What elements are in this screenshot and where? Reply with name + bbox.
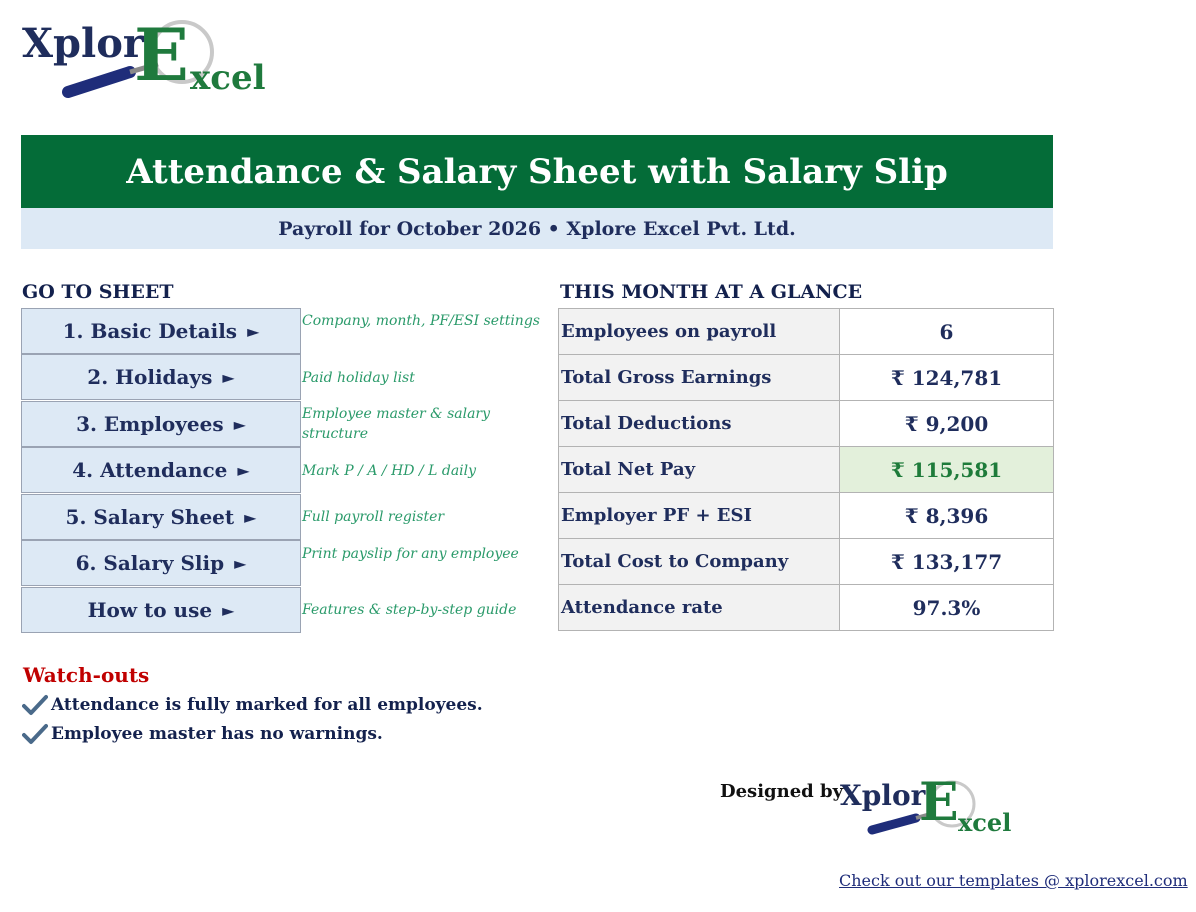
go-to-sheet-heading: GO TO SHEET bbox=[22, 281, 174, 303]
watchout-text: Attendance is fully marked for all employees. bbox=[51, 695, 483, 715]
nav-row bbox=[21, 401, 301, 447]
nav-button-label: 6. Salary Slip bbox=[75, 551, 225, 575]
glance-value: ₹ 133,177 bbox=[840, 539, 1054, 585]
glance-heading: THIS MONTH AT A GLANCE bbox=[560, 281, 863, 303]
arrow-right-icon: ► bbox=[222, 600, 235, 620]
footer-logo bbox=[840, 772, 1015, 838]
nav-button-label: 2. Holidays bbox=[87, 365, 213, 389]
templates-link[interactable]: Check out our templates @ xplorexcel.com bbox=[839, 871, 1188, 890]
nav-row bbox=[21, 587, 301, 633]
glance-table bbox=[558, 308, 1054, 631]
logo-xcel-text: xcel bbox=[190, 58, 266, 98]
nav-salary-sheet-button[interactable] bbox=[21, 494, 301, 540]
arrow-right-icon: ► bbox=[233, 414, 246, 434]
nav-button-label: How to use bbox=[87, 598, 213, 622]
watchout-text: Employee master has no warnings. bbox=[51, 724, 383, 744]
nav-how-to-use-button[interactable] bbox=[21, 587, 301, 633]
arrow-right-icon: ► bbox=[234, 553, 247, 573]
nav-basic-details-button[interactable] bbox=[21, 308, 301, 354]
glance-value: ₹ 8,396 bbox=[840, 493, 1054, 539]
nav-attendance-button[interactable] bbox=[21, 447, 301, 493]
logo-xcel-text: xcel bbox=[958, 808, 1012, 837]
nav-button-label: 1. Basic Details bbox=[62, 319, 238, 343]
nav-row bbox=[21, 540, 301, 586]
checkmark-icon bbox=[22, 694, 48, 716]
nav-button-label: 4. Attendance bbox=[72, 458, 228, 482]
xplorexcel-logo bbox=[22, 12, 267, 100]
nav-row bbox=[21, 447, 301, 493]
arrow-right-icon: ► bbox=[247, 321, 260, 341]
logo-xplor-text: Xplor bbox=[840, 779, 926, 812]
arrow-right-icon: ► bbox=[222, 367, 235, 387]
logo-e-letter: E bbox=[134, 12, 189, 97]
table-row bbox=[559, 309, 1054, 355]
nav-description: Print payslip for any employee bbox=[302, 546, 519, 562]
logo-xplor-text: Xplor bbox=[22, 20, 144, 67]
nav-description: Employee master & salary structure bbox=[302, 406, 491, 442]
glance-label: Total Gross Earnings bbox=[559, 355, 840, 401]
watchouts-title: Watch-outs bbox=[23, 663, 150, 687]
net-pay-value: ₹ 115,581 bbox=[840, 447, 1054, 493]
nav-button-label: 5. Salary Sheet bbox=[65, 505, 235, 529]
arrow-right-icon: ► bbox=[244, 507, 257, 527]
nav-description: Features & step-by-step guide bbox=[302, 602, 517, 618]
table-row bbox=[559, 493, 1054, 539]
table-row bbox=[559, 585, 1054, 631]
nav-row bbox=[21, 308, 301, 354]
designed-by-label: Designed by bbox=[720, 781, 844, 802]
nav-description: Paid holiday list bbox=[302, 370, 415, 386]
glance-value: 97.3% bbox=[840, 585, 1054, 631]
glance-label: Total Cost to Company bbox=[559, 539, 840, 585]
glance-label: Employees on payroll bbox=[559, 309, 840, 355]
nav-holidays-button[interactable] bbox=[21, 354, 301, 400]
table-row bbox=[559, 539, 1054, 585]
watchout-item bbox=[22, 723, 383, 745]
glance-value: ₹ 124,781 bbox=[840, 355, 1054, 401]
glance-label: Employer PF + ESI bbox=[559, 493, 840, 539]
table-row bbox=[559, 447, 1054, 493]
watchout-item bbox=[22, 694, 483, 716]
nav-description: Mark P / A / HD / L daily bbox=[302, 463, 477, 479]
nav-row bbox=[21, 494, 301, 540]
nav-row bbox=[21, 354, 301, 400]
glance-label: Attendance rate bbox=[559, 585, 840, 631]
logo-e-letter: E bbox=[919, 772, 959, 833]
nav-description: Company, month, PF/ESI settings bbox=[302, 313, 540, 329]
nav-description: Full payroll register bbox=[302, 509, 445, 525]
glance-value: ₹ 9,200 bbox=[840, 401, 1054, 447]
arrow-right-icon: ► bbox=[237, 460, 250, 480]
table-row bbox=[559, 401, 1054, 447]
page-subtitle: Payroll for October 2026 • Xplore Excel Pvt. Ltd. bbox=[21, 208, 1053, 249]
checkmark-icon bbox=[22, 723, 48, 745]
nav-button-label: 3. Employees bbox=[76, 412, 224, 436]
nav-salary-slip-button[interactable] bbox=[21, 540, 301, 586]
glance-label: Total Net Pay bbox=[559, 447, 840, 493]
glance-value: 6 bbox=[840, 309, 1054, 355]
page-title: Attendance & Salary Sheet with Salary Slip bbox=[21, 135, 1053, 208]
glance-label: Total Deductions bbox=[559, 401, 840, 447]
nav-employees-button[interactable] bbox=[21, 401, 301, 447]
table-row bbox=[559, 355, 1054, 401]
